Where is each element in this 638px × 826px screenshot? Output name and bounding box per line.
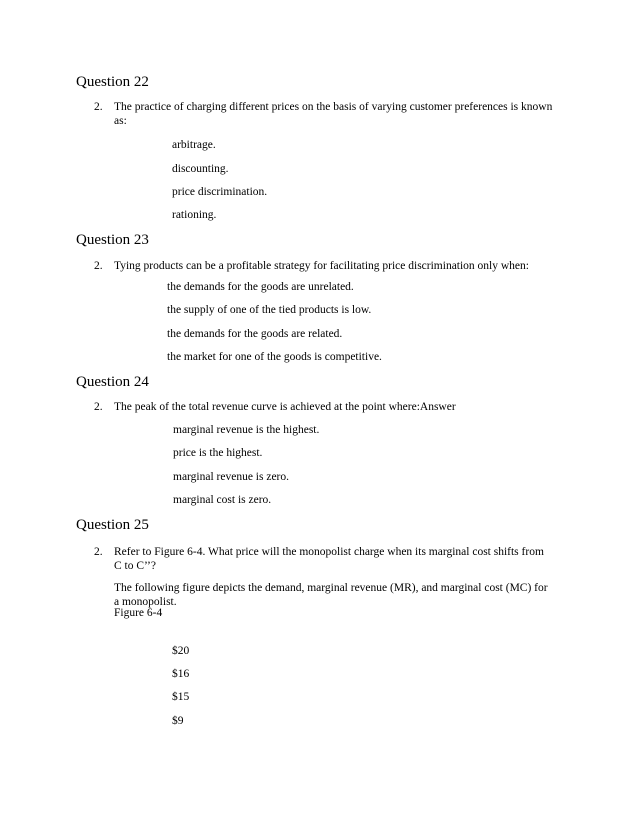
question-24-number: 2.	[94, 401, 103, 413]
question-25-title: Question 25	[76, 517, 149, 533]
question-24-option-d[interactable]: marginal cost is zero.	[173, 494, 272, 506]
question-23-option-a[interactable]: the demands for the goods are unrelated.	[167, 281, 354, 293]
question-25-context: The following figure depicts the demand, marginal revenue (MR), and marginal cost (MC) for a monopolist.	[114, 582, 548, 608]
question-23-text: Tying products can be a profitable strategy for facilitating price discrimination only when:	[114, 260, 529, 272]
question-22-option-d[interactable]: rationing.	[172, 209, 217, 221]
question-23-number: 2.	[94, 260, 103, 272]
question-23-option-b[interactable]: the supply of one of the tied products is low.	[167, 304, 372, 316]
question-25-option-c[interactable]: $15	[172, 691, 190, 703]
question-24-option-a[interactable]: marginal revenue is the highest.	[173, 424, 320, 436]
question-23-title: Question 23	[76, 232, 149, 248]
question-23-option-d[interactable]: the market for one of the goods is competitive.	[167, 351, 382, 363]
question-22-title: Question 22	[76, 74, 149, 90]
question-24-title: Question 24	[76, 374, 149, 390]
question-25-option-a[interactable]: $20	[172, 645, 190, 657]
question-22-option-c[interactable]: price discrimination.	[172, 186, 268, 198]
question-25-option-b[interactable]: $16	[172, 668, 190, 680]
question-25-number: 2.	[94, 546, 103, 558]
question-22-number: 2.	[94, 101, 103, 113]
question-25-text: Refer to Figure 6-4. What price will the monopolist charge when its marginal cost shifts from C to C’’?	[114, 546, 544, 572]
question-25-option-d[interactable]: $9	[172, 715, 184, 727]
question-22-text: The practice of charging different prices on the basis of varying customer preferences is known as:	[114, 101, 553, 127]
question-24-option-b[interactable]: price is the highest.	[173, 447, 263, 459]
question-22-option-b[interactable]: discounting.	[172, 163, 229, 175]
question-25-figure-label: Figure 6-4	[114, 607, 163, 619]
question-24-option-c[interactable]: marginal revenue is zero.	[173, 471, 290, 483]
question-24-text: The peak of the total revenue curve is achieved at the point where:Answer	[114, 401, 456, 413]
question-23-option-c[interactable]: the demands for the goods are related.	[167, 328, 343, 340]
question-22-option-a[interactable]: arbitrage.	[172, 139, 216, 151]
